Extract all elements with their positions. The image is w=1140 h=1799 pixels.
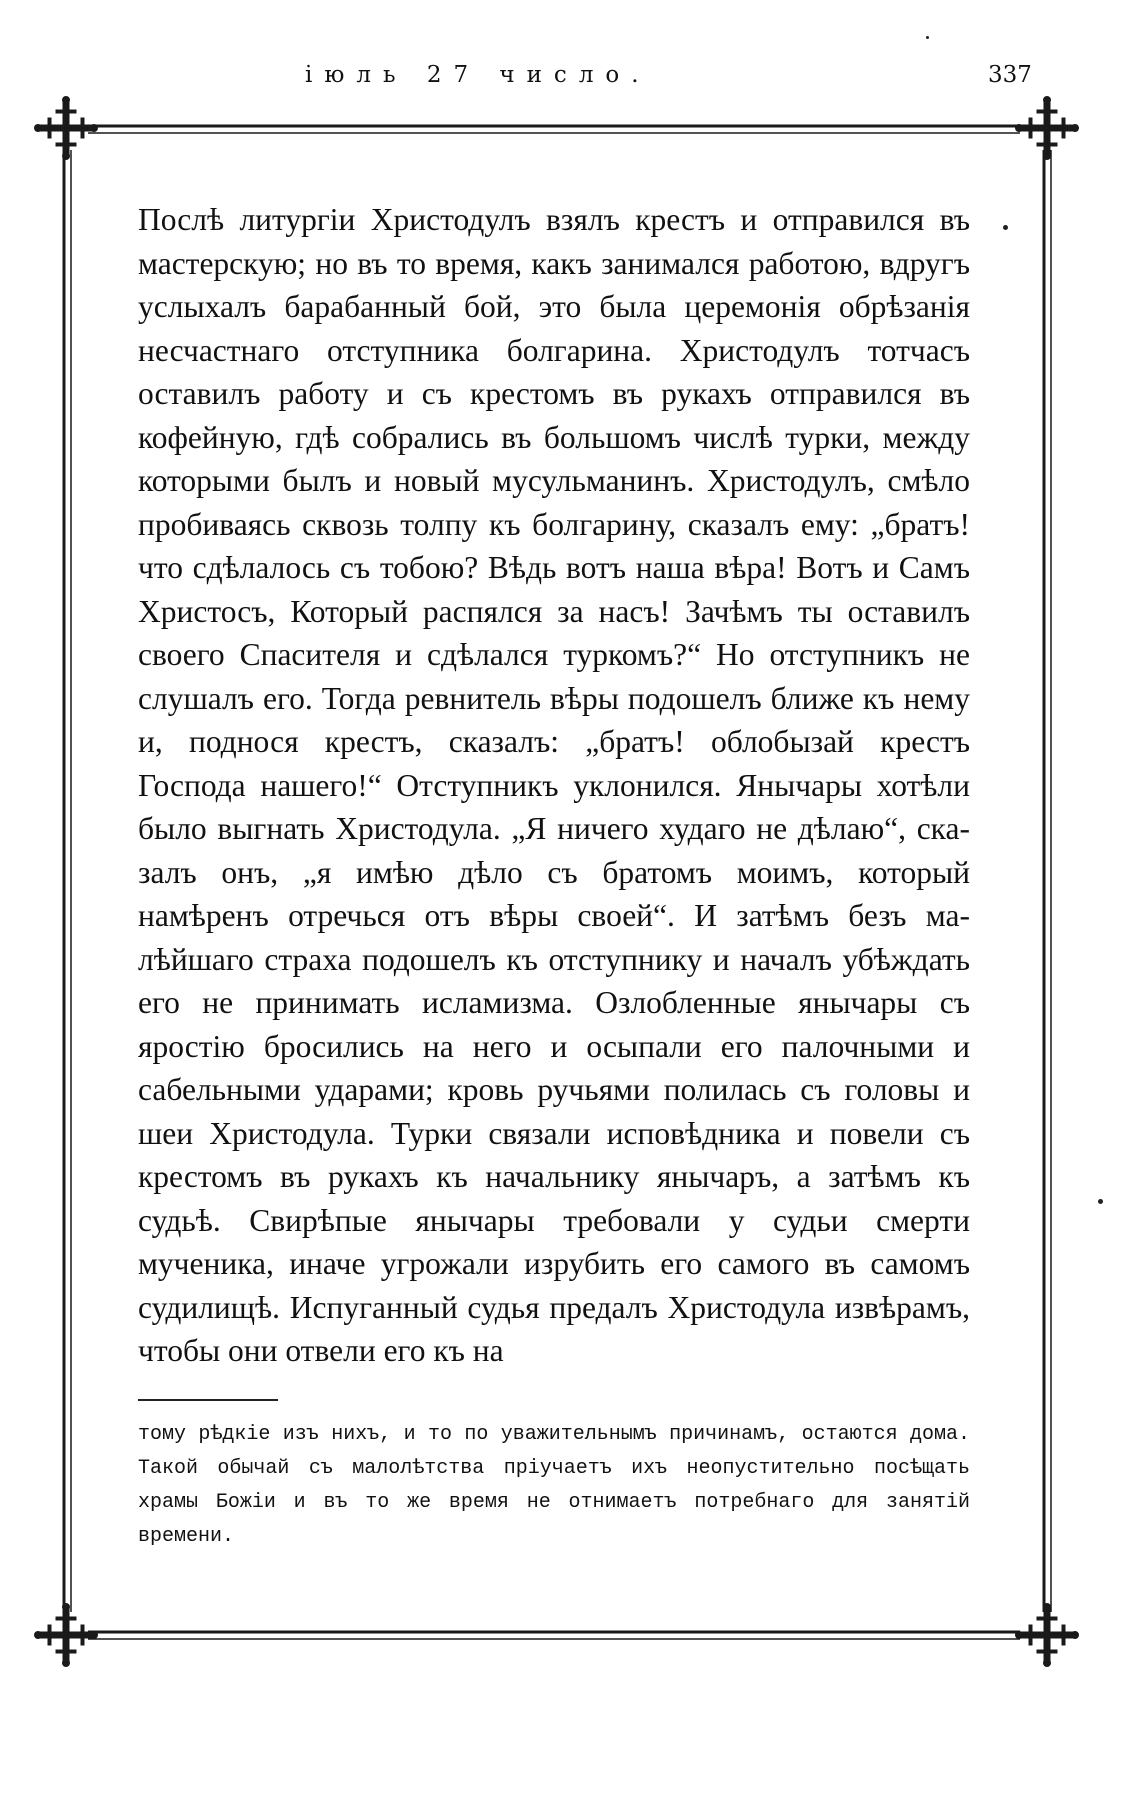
footnote-divider — [138, 1399, 278, 1401]
cross-ornament-icon — [1016, 97, 1079, 160]
page-number: 337 — [988, 62, 1032, 88]
ink-speck — [1003, 225, 1008, 230]
cross-ornament-icon — [35, 1604, 98, 1667]
body-text: Послѣ литургіи Христодулъ взялъ крестъ и отправился въ мастерскую; но въ то время, какъ занимался работою, вдругъ услыхалъ барабанный бой, это была церемонія обрѣзанія несчастнаго отступника болгарина. Христодулъ тотчасъ оставилъ работу и съ крестомъ въ рукахъ отправился въ кофейную, гдѣ собрались въ большомъ числѣ турки, между которыми былъ и новый мусульманинъ. Христодулъ, смѣло пробиваясь сквозь толпу къ болгарину, сказалъ ему: „братъ! что сдѣлалось съ тобою? Вѣдь вотъ наша вѣра! Вотъ и Самъ Христосъ, Который распялся за насъ! Зачѣмъ ты оставилъ своего Спасителя и сдѣлался туркомъ?“ Но отступникъ не слушалъ его. Тогда ревнитель вѣры подошелъ ближе къ нему и, поднося крестъ, сказалъ: „братъ! облобызай крестъ Господа нашего!“ Отступникъ уклонился. Янычары хотѣли было выгнать Христодула. „Я ничего худаго не дѣлаю“, сказалъ онъ, „я имѣю дѣло съ братомъ моимъ, который намѣренъ отречься отъ вѣры своей“. И затѣмъ безъ малѣйшаго страха подошелъ къ отступнику и началъ убѣждать его не принимать исламизма. Озлобленные янычары съ яростію бросились на него и осыпали его палочными и сабельными ударами; кровь ручьями полилась съ головы и шеи Христодула. Турки связали исповѣдника и повели съ крестомъ въ рукахъ къ начальнику янычаръ, а затѣмъ къ судьѣ. Свирѣпые янычары требовали у судьи смерти мученика, иначе угрожали изрубить его самого въ самомъ судилищѣ. Испуганный судья предалъ Христодула извѣрамъ, чтобы они отвели его къ на — [138, 202, 970, 1368]
running-head: іюль 27 число. — [305, 62, 651, 88]
cross-ornament-icon — [1016, 1604, 1079, 1667]
footnote: тому рѣдкіе изъ нихъ, и то по уважительнымъ причинамъ, остаются дома. Такой обычай съ малолѣтства пріучаетъ ихъ неопустительно посѣщать храмы Божіи и въ то же время не отнимаетъ потребнаго для занятій времени. — [138, 1423, 970, 1548]
cross-ornament-icon — [35, 97, 98, 160]
ink-speck — [926, 36, 929, 39]
ink-speck — [1098, 1199, 1103, 1204]
